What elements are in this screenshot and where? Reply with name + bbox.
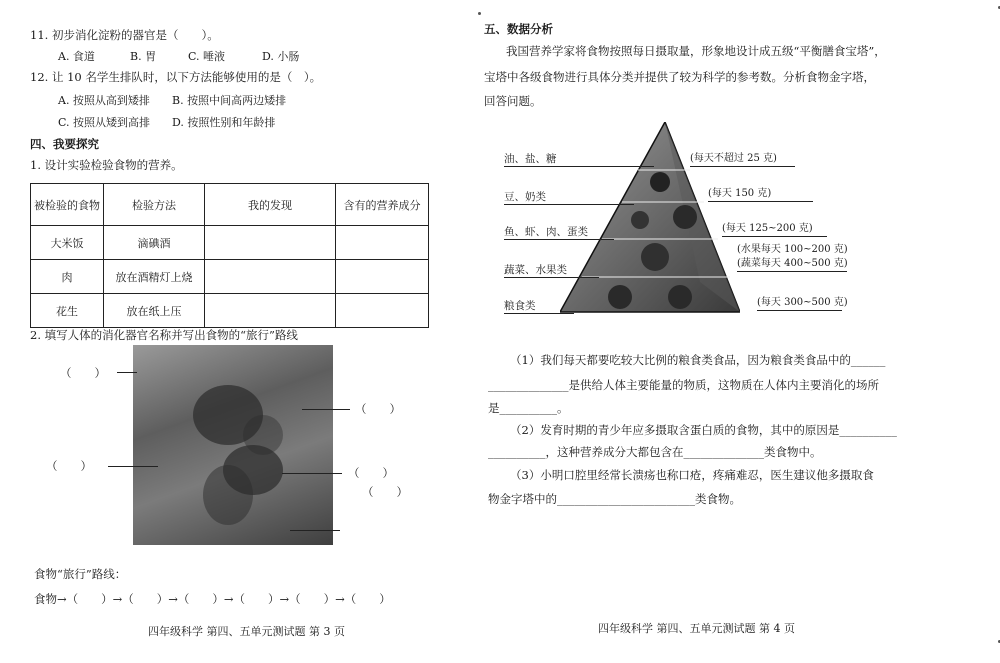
pyramid-level-label: 蔬菜、水果类 (504, 264, 567, 276)
food-illustration (641, 243, 669, 271)
q11-option-c: C. 唾液 (188, 50, 226, 63)
question-2: 2. 填写人体的消化器官名称并写出食物的“旅行”路线 (30, 328, 298, 342)
organ-blank-left[interactable]: （ ） (60, 366, 106, 380)
answer-cell[interactable] (336, 226, 429, 260)
food-illustration (608, 285, 632, 309)
q12-option-a: A. 按照从高到矮排 (58, 94, 150, 107)
label-rule (708, 201, 813, 202)
pyramid-level-label: 油、盐、糖 (504, 153, 557, 165)
label-rule (690, 166, 795, 167)
pyramid-amount-label: (每天不超过 25 克) (690, 153, 777, 164)
label-rule (737, 271, 847, 272)
table-row (31, 260, 429, 294)
answer-line[interactable]: ______________是供给人体主要能量的物质，这物质在人体内主要消化的场所 (488, 378, 879, 392)
digestive-system-photo (133, 345, 333, 545)
question-1: 1. 设计实验检验食物的营养。 (30, 158, 183, 172)
table-cell: 滴碘酒 (104, 226, 205, 260)
answer-cell[interactable] (336, 294, 429, 328)
pyramid-level-label: 豆、奶类 (504, 191, 546, 203)
label-rule (504, 166, 654, 167)
answer-line[interactable]: （1）我们每天都要吃较大比例的粮食类食品，因为粮食类食品中的______ (510, 353, 886, 367)
label-rule (504, 239, 614, 240)
food-illustration (673, 205, 697, 229)
table-cell: 花生 (31, 294, 104, 328)
q12-option-c: C. 按照从矮到高排 (58, 116, 151, 129)
organ-blank-right[interactable]: （ ） (362, 485, 408, 499)
table-cell: 肉 (31, 260, 104, 294)
organ-blank-right[interactable]: （ ） (348, 466, 394, 480)
label-rule (504, 277, 599, 278)
section-4-heading: 四、我要探究 (30, 137, 99, 151)
answer-cell[interactable] (205, 294, 336, 328)
table-header: 检验方法 (104, 184, 205, 226)
label-rule (504, 204, 634, 205)
intro-line: 宝塔中各级食物进行具体分类并提供了较为科学的参考数。分析食物金字塔， (484, 70, 875, 84)
q12-option-d: D. 按照性别和年龄排 (172, 116, 276, 129)
label-rule (757, 310, 842, 311)
food-route[interactable]: 食物→（ ）→（ ）→（ ）→（ ）→（ ）→（ ） (34, 592, 391, 606)
section-5-heading: 五、数据分析 (484, 22, 553, 36)
leader-line (108, 466, 158, 467)
answer-cell[interactable] (205, 226, 336, 260)
intro-line: 回答问题。 (484, 94, 542, 108)
scan-dot (478, 12, 481, 15)
table-cell: 放在酒精灯上烧 (104, 260, 205, 294)
label-rule (722, 236, 827, 237)
answer-line: （3）小明口腔里经常长溃疡也称口疮，疼痛难忍，医生建议他多摄取食 (510, 468, 874, 482)
answer-line[interactable]: 是__________。 (488, 401, 569, 415)
organ-blank-right[interactable]: （ ） (355, 402, 401, 416)
experiment-table (30, 183, 429, 328)
leader-line (290, 530, 340, 531)
food-illustration (631, 211, 649, 229)
leader-line (282, 473, 342, 474)
q11-option-b: B. 胃 (130, 50, 157, 63)
answer-line[interactable]: __________，这种营养成分大都包含在______________类食物中。 (488, 445, 822, 459)
table-row (31, 294, 429, 328)
page-footer: 四年级科学 第四、五单元测试题 第 4 页 (598, 622, 795, 635)
right-page (484, 0, 1000, 663)
q11-option-a: A. 食道 (58, 50, 95, 63)
pyramid-level-label: 鱼、虾、肉、蛋类 (504, 226, 588, 238)
pyramid-amount-label: (水果每天 100~200 克) (737, 244, 848, 255)
leader-line (302, 409, 350, 410)
question-12: 12. 让 10 名学生排队时，以下方法能够使用的是（ ）。 (30, 70, 322, 84)
pyramid-level-label: 粮食类 (504, 300, 536, 312)
leader-line (117, 372, 137, 373)
answer-cell[interactable] (205, 260, 336, 294)
answer-line[interactable]: 物金字塔中的________________________类食物。 (488, 492, 741, 506)
intro-line: 我国营养学家将食物按照每日摄取量，形象地设计成五级“平衡膳食宝塔”， (506, 44, 886, 58)
page-footer: 四年级科学 第四、五单元测试题 第 3 页 (148, 625, 345, 638)
table-cell: 大米饭 (31, 226, 104, 260)
pyramid-amount-label: (每天 300~500 克) (757, 297, 848, 308)
table-header: 含有的营养成分 (336, 184, 429, 226)
food-illustration (650, 172, 670, 192)
pyramid-amount-label: (蔬菜每天 400~500 克) (737, 258, 848, 269)
pyramid-amount-label: (每天 125~200 克) (722, 223, 813, 234)
question-11: 11. 初步消化淀粉的器官是（ ）。 (30, 28, 219, 42)
table-cell: 放在纸上压 (104, 294, 205, 328)
route-label: 食物“旅行”路线： (34, 567, 127, 581)
table-header: 我的发现 (205, 184, 336, 226)
answer-line[interactable]: （2）发育时期的青少年应多摄取含蛋白质的食物，其中的原因是__________ (510, 423, 897, 437)
table-header: 被检验的食物 (31, 184, 104, 226)
answer-cell[interactable] (336, 260, 429, 294)
q11-option-d: D. 小肠 (262, 50, 300, 63)
label-rule (504, 313, 574, 314)
pyramid-amount-label: (每天 150 克) (708, 188, 772, 199)
table-row (31, 226, 429, 260)
organ-blank-left[interactable]: （ ） (46, 459, 92, 473)
q12-option-b: B. 按照中间高两边矮排 (172, 94, 287, 107)
food-illustration (668, 285, 692, 309)
